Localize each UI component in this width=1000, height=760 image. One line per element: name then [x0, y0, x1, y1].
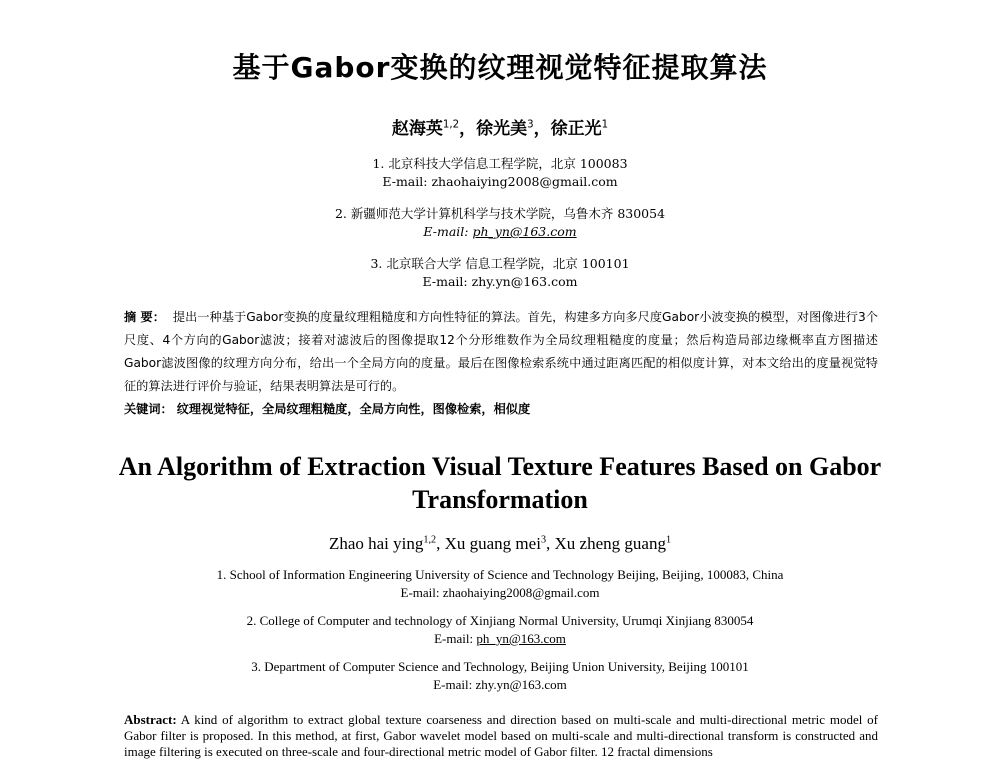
affiliation-email — [0, 676, 1000, 694]
email-link[interactable]: ph_yn@163.com — [476, 631, 566, 646]
affiliation-email — [0, 630, 1000, 648]
author-affiliation-mark: 1,2 — [423, 534, 437, 546]
abstract-label: 摘 要： — [124, 310, 165, 324]
author-name: 徐光美 — [476, 119, 528, 139]
author-separator: , — [436, 534, 445, 553]
keywords-text: 纹理视觉特征，全局纹理粗糙度，全局方向性，图像检索，相似度 — [176, 402, 531, 416]
english-title — [0, 450, 1000, 516]
english-affiliation-1 — [0, 566, 1000, 602]
email-link[interactable]: ph_yn@163.com — [472, 224, 577, 239]
email-address[interactable]: zhy.yn@163.com — [471, 274, 578, 289]
affiliation-email — [0, 223, 1000, 241]
chinese-affiliation-1 — [0, 155, 1000, 191]
chinese-title: 基于Gabor变换的纹理视觉特征提取算法 — [232, 51, 768, 84]
affiliation-line: 3. Department of Computer Science and Technology, Beijing Union University, Beijing 100101 — [251, 659, 749, 674]
affiliation-line: 2. College of Computer and technology of Xinjiang Normal University, Urumqi Xinjiang 830054 — [246, 613, 754, 628]
email-label: E-mail: — [400, 585, 440, 600]
author-name: 徐正光 — [550, 119, 602, 139]
affiliation-line: 2. 新疆师范大学计算机科学与技术学院，乌鲁木齐 830054 — [334, 206, 666, 221]
author-separator: , — [546, 534, 555, 553]
chinese-affiliation-2 — [0, 205, 1000, 241]
email-label: E-mail: — [423, 224, 469, 239]
english-affiliation-2 — [0, 612, 1000, 648]
author-separator: ， — [533, 119, 551, 139]
chinese-affiliation-3 — [0, 255, 1000, 291]
author-separator: ， — [459, 119, 477, 139]
email-label: E-mail: — [433, 677, 473, 692]
chinese-abstract — [124, 306, 878, 398]
email-label: E-mail: — [422, 274, 468, 289]
english-abstract — [124, 712, 878, 760]
abstract-text: 提出一种基于Gabor变换的度量纹理粗糙度和方向性特征的算法。首先，构建多方向多尺度Gabor小波变换的模型，对图像进行3个尺度、4个方向的Gabor滤波；接着对滤波后的图像提取12个分形维数作为全局纹理粗糙度的度量；然后构造局部边缘概率直方图描述Gabor滤波图像的纹理方向分布，给出一个全局方向的度量。最后在图像检索系统中通过距离匹配的相似度计算，对本文给出的度量视觉特征的算法进行评价与验证，结果表明算法是可行的。 — [124, 310, 878, 393]
email-address[interactable]: zhaohaiying2008@gmail.com — [442, 585, 600, 600]
author-name: Zhao hai ying — [328, 534, 424, 553]
author-affiliation-mark: 1,2 — [442, 119, 460, 131]
email-address[interactable]: zhaohaiying2008@gmail.com — [431, 174, 618, 189]
affiliation-email — [0, 173, 1000, 191]
author-affiliation-mark: 1 — [665, 534, 672, 546]
abstract-text: A kind of algorithm to extract global texture coarseness and direction based on multi-scale and multi-directional metric model of Gabor filter is proposed. In this method, at first, Gabor wavelet model based on multi-scale and multi-directional transform is constructed and image filtering is executed on three-scale and four-directional metric model of Gabor filter. 12 fractal dimensions — [124, 712, 878, 759]
affiliation-email — [0, 273, 1000, 291]
email-label: E-mail: — [434, 631, 474, 646]
author-affiliation-mark: 3 — [540, 534, 547, 546]
email-label: E-mail: — [382, 174, 428, 189]
english-title-line-2: Transformation — [412, 485, 588, 514]
affiliation-line: 3. 北京联合大学 信息工程学院，北京 100101 — [370, 256, 630, 271]
affiliation-line: 1. 北京科技大学信息工程学院，北京 100083 — [372, 156, 628, 171]
chinese-authors — [0, 114, 1000, 139]
author-name: 赵海英 — [391, 119, 443, 139]
author-affiliation-mark: 3 — [527, 119, 534, 131]
author-affiliation-mark: 1 — [601, 119, 609, 131]
email-address[interactable]: zhy.yn@163.com — [475, 677, 567, 692]
author-name: Xu guang mei — [444, 534, 541, 553]
abstract-label: Abstract: — [124, 712, 177, 727]
english-affiliation-3 — [0, 658, 1000, 694]
keywords-label: 关键词： — [124, 402, 173, 416]
chinese-keywords — [124, 400, 878, 417]
author-name: Xu zheng guang — [554, 534, 666, 553]
affiliation-email — [0, 584, 1000, 602]
affiliation-line: 1. School of Information Engineering University of Science and Technology Beijing, Beijing, 100083, China — [216, 567, 784, 582]
english-title-line-1: An Algorithm of Extraction Visual Texture Features Based on Gabor — [118, 452, 882, 481]
english-authors — [0, 534, 1000, 554]
